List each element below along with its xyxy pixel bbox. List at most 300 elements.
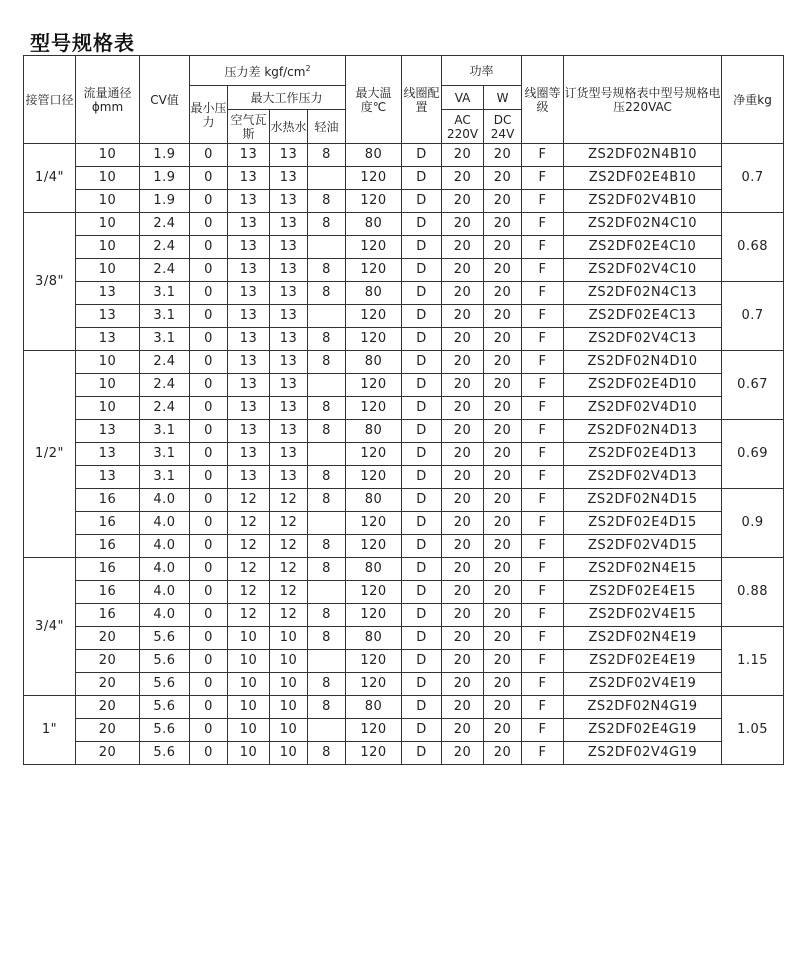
table-cell: F [522, 144, 564, 167]
spec-table [23, 55, 784, 765]
table-cell: 120 [346, 673, 402, 696]
table-cell: 13 [270, 374, 308, 397]
table-cell [308, 443, 346, 466]
table-cell: 0 [190, 466, 228, 489]
table-cell: 20 [442, 351, 484, 374]
table-cell: F [522, 328, 564, 351]
table-row [24, 420, 784, 443]
table-cell: 20 [442, 466, 484, 489]
table-cell: ZS2DF02E4D10 [564, 374, 722, 397]
table-cell: F [522, 420, 564, 443]
header-va: VA [442, 86, 484, 110]
table-cell: 20 [442, 650, 484, 673]
table-cell: 120 [346, 512, 402, 535]
table-cell: 10 [228, 696, 270, 719]
table-row [24, 190, 784, 213]
table-cell: 12 [228, 581, 270, 604]
table-cell: 120 [346, 259, 402, 282]
table-cell: 12 [270, 558, 308, 581]
header-w: W [484, 86, 522, 110]
table-cell: ZS2DF02V4D15 [564, 535, 722, 558]
table-cell: 12 [270, 604, 308, 627]
table-cell: D [402, 742, 442, 765]
table-cell: 20 [442, 535, 484, 558]
table-cell: 13 [228, 259, 270, 282]
table-cell: F [522, 558, 564, 581]
table-cell: 8 [308, 535, 346, 558]
table-cell: 13 [270, 259, 308, 282]
table-cell: 13 [228, 190, 270, 213]
table-cell: F [522, 351, 564, 374]
table-cell: 20 [442, 236, 484, 259]
table-cell: ZS2DF02V4G19 [564, 742, 722, 765]
table-cell: 20 [442, 581, 484, 604]
table-cell: 20 [442, 167, 484, 190]
table-cell: 120 [346, 236, 402, 259]
table-cell: ZS2DF02N4E15 [564, 558, 722, 581]
table-cell: 0 [190, 696, 228, 719]
table-cell: 4.0 [140, 558, 190, 581]
table-cell: 20 [76, 673, 140, 696]
table-cell: 0 [190, 420, 228, 443]
table-cell: 20 [484, 627, 522, 650]
table-cell [308, 236, 346, 259]
table-cell: 8 [308, 282, 346, 305]
header-weight: 净重kg [722, 56, 784, 144]
table-cell: 13 [270, 305, 308, 328]
table-cell: 20 [484, 144, 522, 167]
table-cell: 0 [190, 558, 228, 581]
table-cell: D [402, 282, 442, 305]
table-cell: ZS2DF02E4C10 [564, 236, 722, 259]
table-cell: D [402, 397, 442, 420]
table-cell: 80 [346, 420, 402, 443]
table-row [24, 742, 784, 765]
table-cell: 13 [270, 236, 308, 259]
table-cell: D [402, 558, 442, 581]
header-dc: DC 24V [484, 110, 522, 144]
table-cell: 2.4 [140, 351, 190, 374]
table-cell: 0 [190, 627, 228, 650]
table-cell: 120 [346, 581, 402, 604]
table-cell: 8 [308, 466, 346, 489]
table-row [24, 696, 784, 719]
table-cell: 80 [346, 144, 402, 167]
header-air: 空气瓦斯 [228, 110, 270, 144]
table-cell: F [522, 374, 564, 397]
table-row [24, 351, 784, 374]
table-cell: 13 [228, 466, 270, 489]
table-cell: ZS2DF02N4E19 [564, 627, 722, 650]
table-cell: 0 [190, 236, 228, 259]
table-cell: 20 [484, 673, 522, 696]
table-row [24, 397, 784, 420]
table-header [24, 56, 784, 144]
table-cell: F [522, 535, 564, 558]
table-cell: 8 [308, 213, 346, 236]
table-row [24, 489, 784, 512]
table-cell: 13 [228, 236, 270, 259]
table-row [24, 443, 784, 466]
table-cell: 8 [308, 190, 346, 213]
table-cell: ZS2DF02V4E15 [564, 604, 722, 627]
table-cell: 1.9 [140, 167, 190, 190]
table-cell: 80 [346, 213, 402, 236]
table-cell: 20 [484, 374, 522, 397]
table-cell: 120 [346, 305, 402, 328]
table-cell: 20 [442, 144, 484, 167]
table-cell: F [522, 512, 564, 535]
table-row [24, 213, 784, 236]
table-cell: D [402, 420, 442, 443]
table-cell: 10 [76, 213, 140, 236]
table-cell: D [402, 374, 442, 397]
table-cell: F [522, 443, 564, 466]
table-cell: 2.4 [140, 374, 190, 397]
table-cell: 8 [308, 259, 346, 282]
table-cell: 3.1 [140, 420, 190, 443]
table-cell: F [522, 650, 564, 673]
table-cell: 10 [270, 650, 308, 673]
table-cell: D [402, 443, 442, 466]
table-cell: 13 [228, 213, 270, 236]
table-cell: 4.0 [140, 535, 190, 558]
table-cell: 80 [346, 351, 402, 374]
table-row [24, 236, 784, 259]
table-cell: 13 [76, 328, 140, 351]
table-cell: F [522, 673, 564, 696]
table-cell: 20 [442, 512, 484, 535]
table-cell: 10 [228, 650, 270, 673]
table-cell: 1.9 [140, 144, 190, 167]
table-cell: D [402, 236, 442, 259]
table-cell: 120 [346, 604, 402, 627]
table-cell: 3.1 [140, 305, 190, 328]
table-cell: 10 [270, 719, 308, 742]
table-cell [308, 719, 346, 742]
header-port: 接管口径 [24, 56, 76, 144]
table-cell: 13 [270, 466, 308, 489]
table-cell: 2.4 [140, 236, 190, 259]
table-cell: 20 [442, 259, 484, 282]
table-row [24, 144, 784, 167]
table-cell: 20 [442, 558, 484, 581]
table-cell: 0 [190, 673, 228, 696]
table-cell: F [522, 167, 564, 190]
table-cell: 16 [76, 558, 140, 581]
table-cell: 8 [308, 420, 346, 443]
table-cell: 120 [346, 443, 402, 466]
table-cell: ZS2DF02N4D15 [564, 489, 722, 512]
table-cell: 20 [484, 282, 522, 305]
table-cell: 4.0 [140, 489, 190, 512]
table-cell: F [522, 397, 564, 420]
table-cell: ZS2DF02E4D15 [564, 512, 722, 535]
header-coil-config: 线圈配置 [402, 56, 442, 144]
table-cell: 4.0 [140, 581, 190, 604]
header-ac: AC 220V [442, 110, 484, 144]
table-cell: 5.6 [140, 627, 190, 650]
table-cell: F [522, 282, 564, 305]
table-cell [308, 581, 346, 604]
table-cell: F [522, 259, 564, 282]
table-cell: D [402, 144, 442, 167]
table-cell: 20 [484, 719, 522, 742]
table-cell: F [522, 719, 564, 742]
header-min-pressure: 最小压力 [190, 86, 228, 144]
table-cell: ZS2DF02V4D10 [564, 397, 722, 420]
table-cell: 10 [228, 627, 270, 650]
port-cell: 1/2" [24, 351, 76, 558]
table-cell: 20 [484, 236, 522, 259]
table-cell: 8 [308, 489, 346, 512]
table-cell: 20 [484, 581, 522, 604]
table-cell: 20 [442, 397, 484, 420]
table-cell: D [402, 627, 442, 650]
table-cell: 10 [228, 673, 270, 696]
table-cell: 10 [270, 673, 308, 696]
table-cell: 13 [228, 305, 270, 328]
table-cell: 20 [442, 627, 484, 650]
table-cell: 8 [308, 696, 346, 719]
table-cell: 5.6 [140, 673, 190, 696]
table-row [24, 259, 784, 282]
table-cell: 0 [190, 535, 228, 558]
table-cell: 80 [346, 489, 402, 512]
table-cell: 13 [270, 328, 308, 351]
table-row [24, 167, 784, 190]
table-cell: 0 [190, 742, 228, 765]
table-cell: 12 [228, 558, 270, 581]
table-row [24, 535, 784, 558]
table-cell: 20 [484, 420, 522, 443]
table-cell: 2.4 [140, 213, 190, 236]
table-cell: 5.6 [140, 719, 190, 742]
table-cell [308, 512, 346, 535]
table-cell: 20 [484, 328, 522, 351]
table-cell: 0 [190, 581, 228, 604]
table-cell: 20 [484, 604, 522, 627]
table-cell: 10 [76, 167, 140, 190]
table-cell: 20 [76, 719, 140, 742]
header-cv: CV值 [140, 56, 190, 144]
table-cell: F [522, 236, 564, 259]
table-cell: 20 [442, 190, 484, 213]
table-cell: ZS2DF02E4C13 [564, 305, 722, 328]
table-cell: 13 [76, 420, 140, 443]
table-cell: D [402, 696, 442, 719]
table-cell: 0 [190, 190, 228, 213]
table-cell [308, 650, 346, 673]
table-cell: F [522, 213, 564, 236]
table-row [24, 305, 784, 328]
table-cell: F [522, 742, 564, 765]
table-cell: 20 [442, 305, 484, 328]
table-cell: 10 [76, 351, 140, 374]
table-row [24, 604, 784, 627]
table-cell: 16 [76, 604, 140, 627]
table-cell: ZS2DF02V4C10 [564, 259, 722, 282]
port-cell: 3/4" [24, 558, 76, 696]
table-cell: 20 [442, 443, 484, 466]
table-cell: 8 [308, 351, 346, 374]
table-cell: D [402, 466, 442, 489]
table-cell: 16 [76, 581, 140, 604]
table-cell: D [402, 489, 442, 512]
table-cell: 20 [442, 282, 484, 305]
table-cell: 20 [484, 466, 522, 489]
table-cell: 3.1 [140, 443, 190, 466]
table-cell: 0 [190, 282, 228, 305]
table-row [24, 581, 784, 604]
table-cell: 80 [346, 282, 402, 305]
table-cell: 16 [76, 512, 140, 535]
table-cell: 20 [484, 351, 522, 374]
table-cell: 20 [76, 627, 140, 650]
table-cell: F [522, 604, 564, 627]
table-cell: 3.1 [140, 328, 190, 351]
table-cell: 10 [270, 627, 308, 650]
table-cell: 10 [270, 696, 308, 719]
table-cell: 20 [484, 489, 522, 512]
table-cell: 8 [308, 144, 346, 167]
header-order-model: 订货型号规格表中型号规格电压220VAC [564, 56, 722, 144]
port-cell: 1/4" [24, 144, 76, 213]
table-cell: 4.0 [140, 604, 190, 627]
table-cell: 13 [270, 397, 308, 420]
table-cell: 20 [76, 696, 140, 719]
table-cell: 12 [228, 604, 270, 627]
table-cell: ZS2DF02N4D10 [564, 351, 722, 374]
table-cell: 20 [442, 374, 484, 397]
table-body [24, 144, 784, 765]
table-cell: ZS2DF02N4G19 [564, 696, 722, 719]
table-cell: 8 [308, 673, 346, 696]
table-cell: D [402, 512, 442, 535]
weight-cell: 0.68 [722, 213, 784, 282]
table-cell: 12 [228, 489, 270, 512]
table-cell: 20 [442, 489, 484, 512]
weight-cell: 1.05 [722, 696, 784, 765]
table-cell: F [522, 305, 564, 328]
table-cell: 13 [76, 466, 140, 489]
table-cell: 16 [76, 489, 140, 512]
table-cell: 12 [270, 489, 308, 512]
table-cell: D [402, 190, 442, 213]
table-cell: 0 [190, 259, 228, 282]
table-cell: D [402, 351, 442, 374]
table-cell: D [402, 167, 442, 190]
port-cell: 1" [24, 696, 76, 765]
table-row [24, 282, 784, 305]
table-cell: 1.9 [140, 190, 190, 213]
table-cell: 20 [484, 259, 522, 282]
table-cell: ZS2DF02E4D13 [564, 443, 722, 466]
table-cell: 3.1 [140, 282, 190, 305]
table-cell: 0 [190, 351, 228, 374]
table-cell: 20 [484, 650, 522, 673]
table-cell: 2.4 [140, 397, 190, 420]
table-cell: 12 [270, 581, 308, 604]
table-cell: 20 [484, 443, 522, 466]
table-cell: 20 [76, 742, 140, 765]
table-cell: D [402, 673, 442, 696]
table-row [24, 673, 784, 696]
table-cell: D [402, 650, 442, 673]
table-cell: 0 [190, 443, 228, 466]
table-cell: 8 [308, 558, 346, 581]
weight-cell: 1.15 [722, 627, 784, 696]
table-cell: 20 [484, 190, 522, 213]
table-cell: 12 [228, 535, 270, 558]
table-cell: 20 [484, 167, 522, 190]
table-cell: 120 [346, 328, 402, 351]
header-oil: 轻油 [308, 110, 346, 144]
header-coil-grade: 线圈等级 [522, 56, 564, 144]
table-cell: 20 [484, 558, 522, 581]
table-cell: 120 [346, 650, 402, 673]
weight-cell: 0.69 [722, 420, 784, 489]
table-row [24, 512, 784, 535]
table-cell: 13 [76, 305, 140, 328]
table-cell: F [522, 466, 564, 489]
table-cell: 13 [228, 397, 270, 420]
table-cell: 13 [270, 443, 308, 466]
table-cell: 5.6 [140, 650, 190, 673]
table-cell: 10 [76, 190, 140, 213]
table-cell: 12 [228, 512, 270, 535]
table-cell: ZS2DF02N4C10 [564, 213, 722, 236]
table-cell: 13 [228, 282, 270, 305]
table-cell: 120 [346, 374, 402, 397]
table-cell: 12 [270, 512, 308, 535]
port-cell: 3/8" [24, 213, 76, 351]
table-cell: D [402, 604, 442, 627]
table-cell: 0 [190, 213, 228, 236]
table-cell: 80 [346, 558, 402, 581]
table-cell: 13 [228, 144, 270, 167]
table-row [24, 466, 784, 489]
table-cell: 10 [76, 236, 140, 259]
table-cell: 20 [484, 742, 522, 765]
header-max-working: 最大工作压力 [228, 86, 346, 110]
table-cell: 0 [190, 489, 228, 512]
header-max-temp: 最大温度℃ [346, 56, 402, 144]
table-cell: 13 [270, 420, 308, 443]
weight-cell: 0.7 [722, 282, 784, 351]
table-cell: F [522, 489, 564, 512]
table-cell: D [402, 328, 442, 351]
table-cell: 13 [228, 374, 270, 397]
table-cell: F [522, 581, 564, 604]
table-cell: 13 [270, 213, 308, 236]
table-cell: 5.6 [140, 696, 190, 719]
table-cell: 5.6 [140, 742, 190, 765]
table-cell: 20 [442, 673, 484, 696]
header-flow: 流量通径ϕmm [76, 56, 140, 144]
table-cell: 0 [190, 328, 228, 351]
table-cell: 120 [346, 466, 402, 489]
table-cell: 13 [270, 351, 308, 374]
weight-cell: 0.7 [722, 144, 784, 213]
table-cell: 10 [76, 259, 140, 282]
weight-cell: 0.9 [722, 489, 784, 558]
weight-cell: 0.67 [722, 351, 784, 420]
table-cell: 8 [308, 627, 346, 650]
table-cell: ZS2DF02E4B10 [564, 167, 722, 190]
table-cell: 3.1 [140, 466, 190, 489]
table-cell: 13 [76, 443, 140, 466]
